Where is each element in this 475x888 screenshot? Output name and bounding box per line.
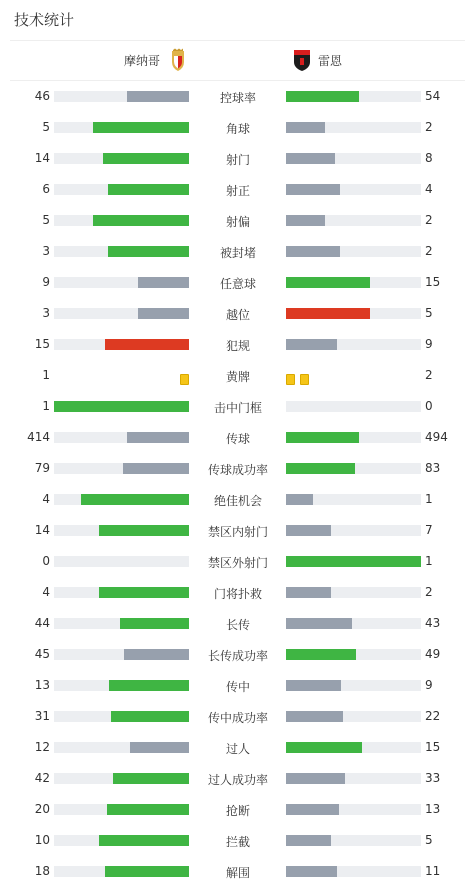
stat-label: 传球成功率 xyxy=(207,463,268,477)
stat-label: 禁区内射门 xyxy=(207,525,268,539)
stat-row xyxy=(0,397,475,417)
stat-label: 抢断 xyxy=(225,804,250,818)
away-stat-bar xyxy=(286,618,421,629)
away-stat-bar xyxy=(286,804,421,815)
home-stat-bar xyxy=(54,91,189,102)
home-stat-bar xyxy=(54,246,189,257)
home-stat-bar xyxy=(54,618,189,629)
home-stat-fill xyxy=(108,184,189,195)
stat-label: 门将扑救 xyxy=(213,587,262,601)
home-stat-fill xyxy=(124,649,189,660)
home-stat-bar xyxy=(54,804,189,815)
away-stat-fill xyxy=(286,556,421,567)
stat-row xyxy=(0,583,475,603)
away-stat-bar xyxy=(286,277,421,288)
away-stat-fill xyxy=(286,773,345,784)
away-stat-fill xyxy=(286,680,341,691)
home-stat-fill xyxy=(138,308,189,319)
stat-row xyxy=(0,459,475,479)
stat-row xyxy=(0,304,475,324)
home-stat-bar xyxy=(54,525,189,536)
away-stat-value: 2 xyxy=(425,368,433,382)
home-stat-value: 15 xyxy=(34,337,50,351)
away-stat-fill xyxy=(286,184,340,195)
home-stat-value: 1 xyxy=(42,399,50,413)
home-stat-fill xyxy=(120,618,189,629)
stat-row xyxy=(0,614,475,634)
away-stat-value: 13 xyxy=(425,802,441,816)
home-stat-fill xyxy=(93,122,189,133)
stat-label: 任意球 xyxy=(219,277,256,291)
away-stat-bar xyxy=(286,494,421,505)
away-stat-value: 49 xyxy=(425,647,441,661)
away-stat-bar xyxy=(286,308,421,319)
home-stat-fill xyxy=(111,711,189,722)
home-stat-value: 9 xyxy=(42,275,50,289)
home-stat-fill xyxy=(113,773,189,784)
away-stat-bar xyxy=(286,401,421,412)
away-stat-fill xyxy=(286,587,331,598)
home-stat-value: 42 xyxy=(34,771,50,785)
away-stat-fill xyxy=(286,649,356,660)
stat-label: 传中成功率 xyxy=(207,711,268,725)
away-stat-value: 7 xyxy=(425,523,433,537)
home-stat-bar xyxy=(54,339,189,350)
away-stat-bar xyxy=(286,339,421,350)
away-stat-fill xyxy=(286,339,337,350)
home-stat-bar xyxy=(54,649,189,660)
stat-row xyxy=(0,211,475,231)
home-stat-value: 14 xyxy=(34,523,50,537)
stat-label: 传球 xyxy=(225,432,250,446)
stat-row xyxy=(0,490,475,510)
away-stat-bar xyxy=(286,587,421,598)
away-stat-value: 1 xyxy=(425,492,433,506)
stat-row xyxy=(0,831,475,851)
monaco-crest-icon xyxy=(168,48,188,72)
away-stat-fill xyxy=(286,618,352,629)
stat-label: 解围 xyxy=(225,866,250,880)
away-stat-value: 43 xyxy=(425,616,441,630)
away-stat-fill xyxy=(286,432,359,443)
away-stat-bar xyxy=(286,432,421,443)
home-stat-bar xyxy=(54,494,189,505)
away-stat-bar xyxy=(286,866,421,877)
stat-label: 禁区外射门 xyxy=(207,556,268,570)
away-stat-bar xyxy=(286,742,421,753)
stat-row xyxy=(0,645,475,665)
home-stat-value: 31 xyxy=(34,709,50,723)
away-stat-fill xyxy=(286,711,343,722)
away-stat-value: 2 xyxy=(425,120,433,134)
away-stat-value: 33 xyxy=(425,771,441,785)
home-stat-bar xyxy=(54,587,189,598)
home-stat-fill xyxy=(105,866,189,877)
stat-label: 被封堵 xyxy=(219,246,256,260)
away-stat-bar xyxy=(286,773,421,784)
home-stat-value: 14 xyxy=(34,151,50,165)
away-stat-value: 2 xyxy=(425,244,433,258)
stat-label: 射正 xyxy=(225,184,250,198)
home-stat-bar xyxy=(54,401,189,412)
stat-label: 击中门框 xyxy=(213,401,262,415)
stat-row xyxy=(0,738,475,758)
home-stat-value: 4 xyxy=(42,585,50,599)
stat-label: 拦截 xyxy=(225,835,250,849)
home-stat-value: 18 xyxy=(34,864,50,878)
stat-label: 射偏 xyxy=(225,215,250,229)
stat-label: 角球 xyxy=(225,122,250,136)
home-stat-fill xyxy=(138,277,189,288)
away-stat-value: 22 xyxy=(425,709,441,723)
home-stat-value: 3 xyxy=(42,244,50,258)
home-stat-fill xyxy=(54,401,189,412)
stat-row xyxy=(0,335,475,355)
away-stat-fill xyxy=(286,91,359,102)
yellow-card-icon xyxy=(300,374,309,385)
stat-row xyxy=(0,242,475,262)
home-stat-bar xyxy=(54,866,189,877)
home-stat-value: 13 xyxy=(34,678,50,692)
home-stat-bar xyxy=(54,432,189,443)
stat-row xyxy=(0,769,475,789)
away-stat-bar xyxy=(286,711,421,722)
away-stat-fill xyxy=(286,122,325,133)
home-stat-value: 12 xyxy=(34,740,50,754)
home-yellow-cards xyxy=(180,370,194,382)
away-stat-bar xyxy=(286,122,421,133)
away-stat-bar xyxy=(286,463,421,474)
home-stat-fill xyxy=(107,804,189,815)
team-header-divider xyxy=(10,80,465,81)
away-stat-fill xyxy=(286,463,355,474)
stat-label: 越位 xyxy=(225,308,250,322)
stat-label: 黄牌 xyxy=(225,370,250,384)
away-stat-fill xyxy=(286,277,370,288)
away-stat-fill xyxy=(286,246,340,257)
stat-label: 过人成功率 xyxy=(207,773,268,787)
home-stat-fill xyxy=(127,432,189,443)
away-stat-value: 9 xyxy=(425,678,433,692)
header-divider xyxy=(10,40,465,41)
home-stat-value: 0 xyxy=(42,554,50,568)
stat-row xyxy=(0,552,475,572)
away-team-name: 雷恩 xyxy=(318,54,343,68)
away-stat-bar xyxy=(286,246,421,257)
home-stat-bar xyxy=(54,308,189,319)
home-stat-fill xyxy=(103,153,189,164)
home-stat-bar xyxy=(54,742,189,753)
home-stat-bar xyxy=(54,215,189,226)
away-stat-value: 2 xyxy=(425,585,433,599)
home-stat-value: 10 xyxy=(34,833,50,847)
away-stat-value: 54 xyxy=(425,89,441,103)
away-stat-bar xyxy=(286,525,421,536)
away-stat-fill xyxy=(286,835,331,846)
away-stat-value: 2 xyxy=(425,213,433,227)
home-stat-fill xyxy=(81,494,189,505)
away-stat-value: 494 xyxy=(425,430,448,444)
home-stat-value: 45 xyxy=(34,647,50,661)
home-stat-value: 3 xyxy=(42,306,50,320)
stat-row xyxy=(0,521,475,541)
away-stat-value: 11 xyxy=(425,864,441,878)
home-stat-fill xyxy=(99,587,189,598)
away-stat-fill xyxy=(286,866,337,877)
away-stat-bar xyxy=(286,215,421,226)
stat-row xyxy=(0,180,475,200)
home-stat-value: 4 xyxy=(42,492,50,506)
stat-row xyxy=(0,273,475,293)
stat-row xyxy=(0,862,475,882)
home-stat-value: 44 xyxy=(34,616,50,630)
home-stat-bar xyxy=(54,277,189,288)
stat-label: 犯规 xyxy=(225,339,250,353)
away-stat-bar xyxy=(286,91,421,102)
away-stat-fill xyxy=(286,525,331,536)
home-stat-fill xyxy=(127,91,189,102)
home-stat-fill xyxy=(108,246,189,257)
home-stat-bar xyxy=(54,153,189,164)
away-yellow-cards xyxy=(286,370,314,382)
home-stat-fill xyxy=(130,742,189,753)
home-stat-fill xyxy=(109,680,189,691)
away-stat-fill xyxy=(286,215,325,226)
rennes-crest-icon xyxy=(292,48,312,72)
away-stat-bar xyxy=(286,556,421,567)
home-stat-fill xyxy=(105,339,189,350)
away-stat-fill xyxy=(286,308,370,319)
stat-row xyxy=(0,87,475,107)
stat-row xyxy=(0,707,475,727)
away-stat-fill xyxy=(286,742,362,753)
away-stat-bar xyxy=(286,153,421,164)
home-stat-bar xyxy=(54,835,189,846)
home-stat-bar xyxy=(54,184,189,195)
stat-row xyxy=(0,149,475,169)
home-stat-bar xyxy=(54,711,189,722)
home-stat-bar xyxy=(54,773,189,784)
page-title: 技术统计 xyxy=(14,11,75,29)
stat-row xyxy=(0,428,475,448)
home-stat-bar xyxy=(54,463,189,474)
home-stat-fill xyxy=(99,525,189,536)
away-stat-value: 9 xyxy=(425,337,433,351)
away-stat-value: 5 xyxy=(425,833,433,847)
yellow-card-icon xyxy=(286,374,295,385)
stat-label: 传中 xyxy=(225,680,250,694)
away-stat-value: 5 xyxy=(425,306,433,320)
stat-label: 长传成功率 xyxy=(207,649,268,663)
stat-label: 射门 xyxy=(225,153,250,167)
away-stat-bar xyxy=(286,184,421,195)
stat-label: 绝佳机会 xyxy=(213,494,262,508)
stat-row xyxy=(0,676,475,696)
yellow-card-icon xyxy=(180,374,189,385)
stat-row xyxy=(0,800,475,820)
home-stat-fill xyxy=(123,463,189,474)
home-stat-value: 5 xyxy=(42,120,50,134)
home-stat-fill xyxy=(99,835,189,846)
home-stat-bar xyxy=(54,556,189,567)
home-stat-value: 6 xyxy=(42,182,50,196)
home-stat-value: 5 xyxy=(42,213,50,227)
home-stat-value: 414 xyxy=(27,430,50,444)
stat-label: 过人 xyxy=(225,742,250,756)
stat-label: 控球率 xyxy=(219,91,256,105)
away-stat-bar xyxy=(286,835,421,846)
away-stat-value: 4 xyxy=(425,182,433,196)
stat-label: 长传 xyxy=(225,618,250,632)
away-stat-value: 83 xyxy=(425,461,441,475)
away-stat-fill xyxy=(286,494,313,505)
away-stat-value: 8 xyxy=(425,151,433,165)
home-stat-value: 46 xyxy=(34,89,50,103)
stat-row xyxy=(0,118,475,138)
away-stat-value: 15 xyxy=(425,740,441,754)
stat-row xyxy=(0,366,475,386)
away-stat-fill xyxy=(286,804,339,815)
home-stat-value: 20 xyxy=(34,802,50,816)
home-team-name: 摩纳哥 xyxy=(124,54,161,68)
home-stat-fill xyxy=(93,215,189,226)
away-stat-value: 0 xyxy=(425,399,433,413)
away-stat-fill xyxy=(286,153,335,164)
home-stat-value: 79 xyxy=(34,461,50,475)
home-stat-bar xyxy=(54,680,189,691)
away-stat-bar xyxy=(286,680,421,691)
home-stat-bar xyxy=(54,122,189,133)
away-stat-value: 1 xyxy=(425,554,433,568)
home-stat-value: 1 xyxy=(42,368,50,382)
away-stat-bar xyxy=(286,649,421,660)
away-stat-value: 15 xyxy=(425,275,441,289)
